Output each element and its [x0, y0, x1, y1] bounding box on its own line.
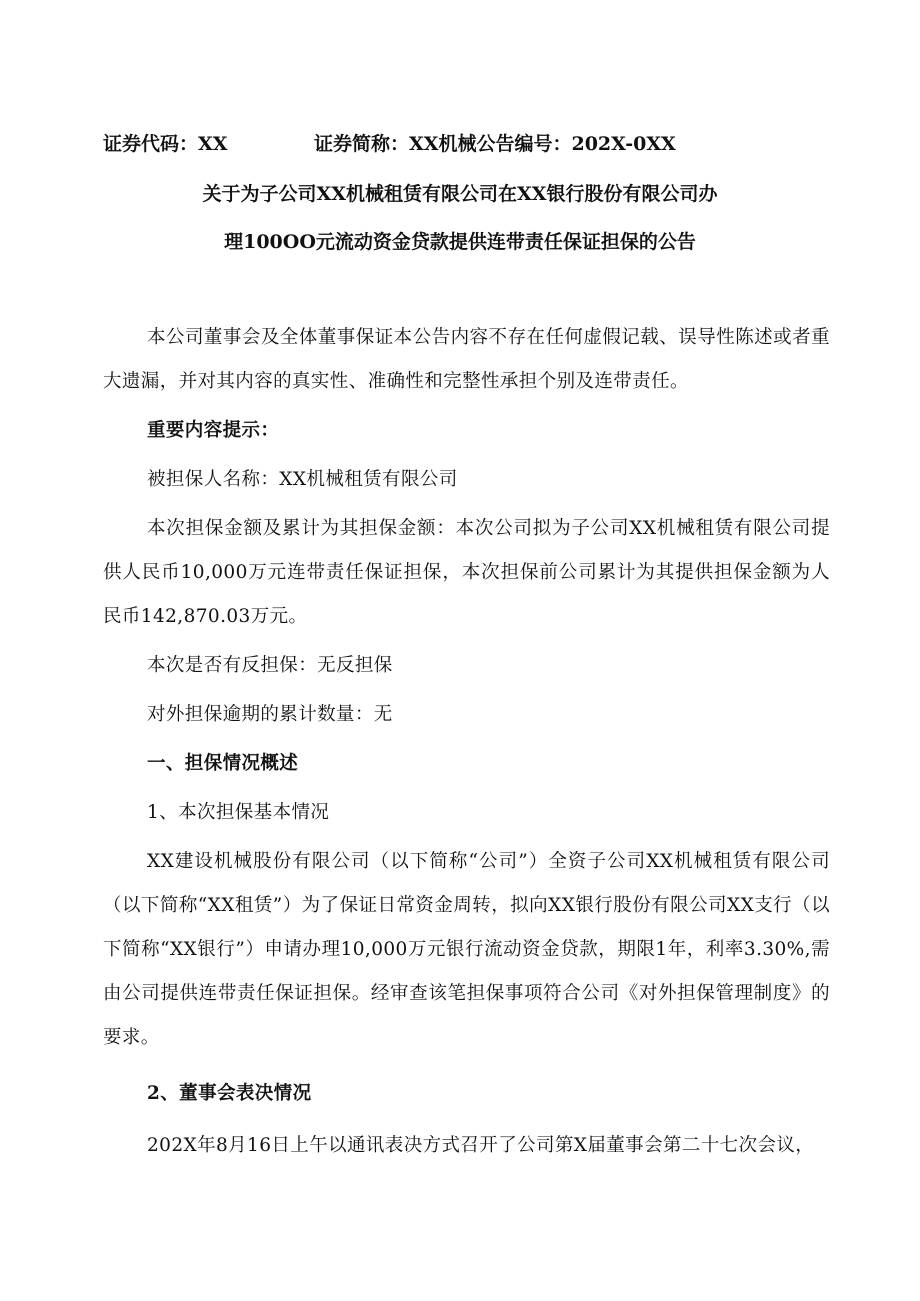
overdue-count: 对外担保逾期的累计数量：无: [147, 704, 393, 725]
stock-code: 证券代码：XX: [103, 133, 228, 155]
counter-guarantee: 本次是否有反担保：无反担保: [147, 655, 393, 676]
document-title-line-2: 理100OO元流动资金贷款提供连带责任保证担保的公告: [224, 231, 696, 253]
subsection-1-text: XX建设机械股份有限公司（以下简称“公司”）全资子公司XX机械租赁有限公司（以下简称“XX租赁”）为了保证日常资金周转，拟向XX银行股份有限公司XX支行（以下简称“XX银行”）申请办理10,000万元银行流动资金贷款，期限1年，利率3.30%,需由公司提供连带责任保证担保。经审查该笔担保事项符合公司《对外担保管理制度》的要求。: [103, 851, 830, 1048]
highlights-heading: 重要内容提示：: [147, 420, 280, 441]
guaranteed-party: 被担保人名称：XX机械租赁有限公司: [147, 469, 458, 490]
board-statement: 本公司董事会及全体董事保证本公告内容不存在任何虚假记载、误导性陈述或者重大遗漏，并对其内容的真实性、准确性和完整性承担个别及连带责任。: [103, 327, 830, 392]
stock-short-name-and-number: 证券简称：XX机械公告编号：202X-0XX: [314, 133, 676, 155]
section-1-heading: 一、担保情况概述: [147, 753, 299, 774]
subsection-2-heading: 2、董事会表决情况: [147, 1083, 312, 1104]
subsection-2-text: 202X年8月16日上午以通讯表决方式召开了公司第X届董事会第二十七次会议，: [147, 1135, 815, 1156]
guarantee-amount: 本次担保金额及累计为其担保金额：本次公司拟为子公司XX机械租赁有限公司提供人民币10,000万元连带责任保证担保，本次担保前公司累计为其提供担保金额为人民币142,870.03万元。: [103, 518, 830, 627]
subsection-1-heading: 1、本次担保基本情况: [147, 802, 330, 823]
document-body: [103, 316, 830, 1168]
document-title-line-1: 关于为子公司XX机械租赁有限公司在XX银行股份有限公司办: [202, 183, 718, 205]
announcement-header: [0, 128, 920, 160]
